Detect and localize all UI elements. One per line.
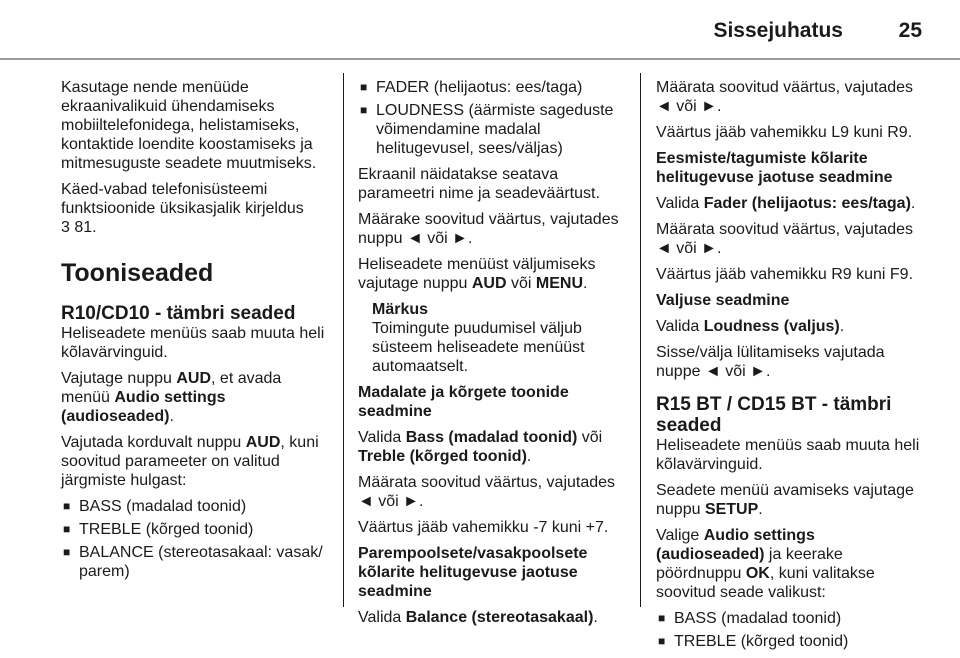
paragraph-press-repeatedly xyxy=(61,433,329,490)
paragraph-set-value: Määrata soovitud väärtus, vajutades ◄ või ►. xyxy=(656,79,914,115)
page-reference-link[interactable]: 3 81. xyxy=(61,219,97,236)
paragraph-select-audio-settings xyxy=(656,526,926,602)
paragraph-handsfree xyxy=(61,180,329,237)
aud-button-name: AUD xyxy=(245,434,281,451)
audio-settings-menu-name: Audio settings (audioseaded) xyxy=(61,389,226,425)
aud-button-name: AUD xyxy=(471,275,507,292)
paragraph-sound-menu: Heliseadete menüüs saab muuta heli kõlavärvinguid. xyxy=(656,437,920,473)
text-fragment: . xyxy=(910,195,916,212)
text-fragment: , kuni valitakse soovitud seade valikust: xyxy=(656,565,875,601)
note-box xyxy=(358,300,628,376)
text-fragment: . xyxy=(593,609,598,626)
audio-settings-menu-name: Audio settings (audioseaded) xyxy=(656,527,815,563)
paragraph-sound-menu: Heliseadete menüüs saab muuta heli kõlavärvinguid. xyxy=(61,325,325,361)
header-divider xyxy=(0,58,960,60)
paragraph-select-loudness xyxy=(656,317,926,336)
column-divider-2 xyxy=(640,73,641,607)
subheading-loudness: Valjuse seadmine xyxy=(656,292,790,309)
text-fragment: Vajutage nuppu xyxy=(61,370,177,387)
text-fragment: , kuni soovitud parameeter on valitud järgmiste hulgast: xyxy=(61,434,319,489)
list-item: ■ BALANCE (stereotasakaal: vasak/ parem) xyxy=(61,543,329,581)
text-fragment: või xyxy=(506,275,536,292)
paragraph-press-setup xyxy=(656,481,926,519)
paragraph-select-bass-treble xyxy=(358,428,628,466)
text-fragment: , et avada menüü xyxy=(61,370,282,406)
ok-button-name: OK xyxy=(745,565,770,582)
option-fader: Fader (helijaotus: ees/taga) xyxy=(703,195,911,212)
paragraph-set-value: Määrata soovitud väärtus, vajutades ◄ või ►. xyxy=(656,221,914,257)
paragraph-display-info: Ekraanil näidatakse seatava parameetri nime ja seadeväärtust. xyxy=(358,166,600,202)
text-fragment: . xyxy=(758,501,763,518)
parameter-list-r15 xyxy=(656,609,926,651)
page-number: 25 xyxy=(898,19,922,42)
column-left xyxy=(61,78,329,588)
paragraph-select-balance xyxy=(358,608,628,627)
paragraph-toggle: Sisse/välja lülitamiseks vajutada nuppe ◄ või ►. xyxy=(656,344,885,380)
subsection-heading-r15: R15 BT / CD15 BT - tämbri seaded xyxy=(656,394,892,436)
text-fragment: Valida xyxy=(656,318,704,335)
list-item: ■ BASS (madalad toonid) xyxy=(61,497,329,516)
option-treble: Treble (kõrged toonid) xyxy=(358,448,527,465)
paragraph-set-value: Määrake soovitud väärtus, vajutades nuppu ◄ või ►. xyxy=(358,211,619,247)
subheading-fader: Eesmiste/tagumiste kõlarite helitugevuse jaotuse seadmine xyxy=(656,150,893,186)
list-item: ■ LOUDNESS (äärmiste sageduste võimendamine madalal helitugevusel, sees/väljas) xyxy=(358,101,628,158)
note-text: Toimingute puudumisel väljub süsteem heliseadete menüüst automaatselt. xyxy=(372,320,585,375)
text-fragment: . xyxy=(526,448,532,465)
paragraph-select-fader xyxy=(656,194,926,213)
aud-button-name: AUD xyxy=(176,370,212,387)
paragraph-set-value: Määrata soovitud väärtus, vajutades ◄ või ►. xyxy=(358,474,616,510)
menu-button-name: MENU xyxy=(535,275,583,292)
column-right xyxy=(656,78,926,658)
text-fragment: Heliseadete menüüst väljumiseks vajutage nuppu xyxy=(358,256,596,292)
parameter-list-continued xyxy=(358,78,628,158)
note-title: Märkus xyxy=(372,301,429,318)
text-fragment: või xyxy=(577,429,603,446)
text-fragment: . xyxy=(169,408,174,425)
text-fragment: Valida xyxy=(358,609,406,626)
list-item: ■ TREBLE (kõrged toonid) xyxy=(656,632,926,651)
setup-button-name: SETUP xyxy=(704,501,759,518)
list-item: ■ TREBLE (kõrged toonid) xyxy=(61,520,329,539)
list-item: ■ FADER (helijaotus: ees/taga) xyxy=(358,78,628,97)
list-item: ■ BASS (madalad toonid) xyxy=(656,609,926,628)
page-header xyxy=(0,0,960,60)
text-fragment: Valige xyxy=(656,527,704,544)
section-heading: Tooniseaded xyxy=(61,259,214,287)
subsection-heading-r10: R10/CD10 - tämbri seaded xyxy=(61,303,296,324)
paragraph-value-range: Väärtus jääb vahemikku R9 kuni F9. xyxy=(656,266,914,283)
text-fragment: Valida xyxy=(358,429,406,446)
text-fragment: Vajutada korduvalt nuppu xyxy=(61,434,246,451)
option-balance: Balance (stereotasakaal) xyxy=(405,609,594,626)
handsfree-text: Käed-vabad telefonisüsteemi funktsioonide üksikasjalik kirjeldus xyxy=(61,181,304,217)
option-loudness: Loudness (valjus) xyxy=(703,318,840,335)
text-fragment: Valida xyxy=(656,195,704,212)
column-middle xyxy=(358,78,628,634)
paragraph-exit-menu xyxy=(358,255,628,293)
text-fragment: Seadete menüü avamiseks vajutage nuppu xyxy=(656,482,914,518)
parameter-list xyxy=(61,497,329,581)
paragraph-value-range: Väärtus jääb vahemikku L9 kuni R9. xyxy=(656,124,913,141)
text-fragment: . xyxy=(839,318,845,335)
column-divider-1 xyxy=(343,73,344,607)
paragraph-press-aud xyxy=(61,369,329,426)
paragraph-value-range: Väärtus jääb vahemikku -7 kuni +7. xyxy=(358,519,609,536)
subheading-bass-treble: Madalate ja kõrgete toonide seadmine xyxy=(358,384,569,420)
option-bass: Bass (madalad toonid) xyxy=(405,429,578,446)
subheading-balance: Parempoolsete/vasakpoolsete kõlarite helitugevuse jaotuse seadmine xyxy=(358,545,588,600)
text-fragment: ja keerake pöördnuppu xyxy=(656,546,843,582)
page-title: Sissejuhatus xyxy=(713,19,843,42)
paragraph-intro: Kasutage nende menüüde ekraanivalikuid ühendamiseks mobiiltelefonidega, helistamiseks, kontaktide loendite koostamiseks ja mitmesuguste seadete muutmiseks. xyxy=(61,79,317,172)
text-fragment: . xyxy=(583,275,588,292)
